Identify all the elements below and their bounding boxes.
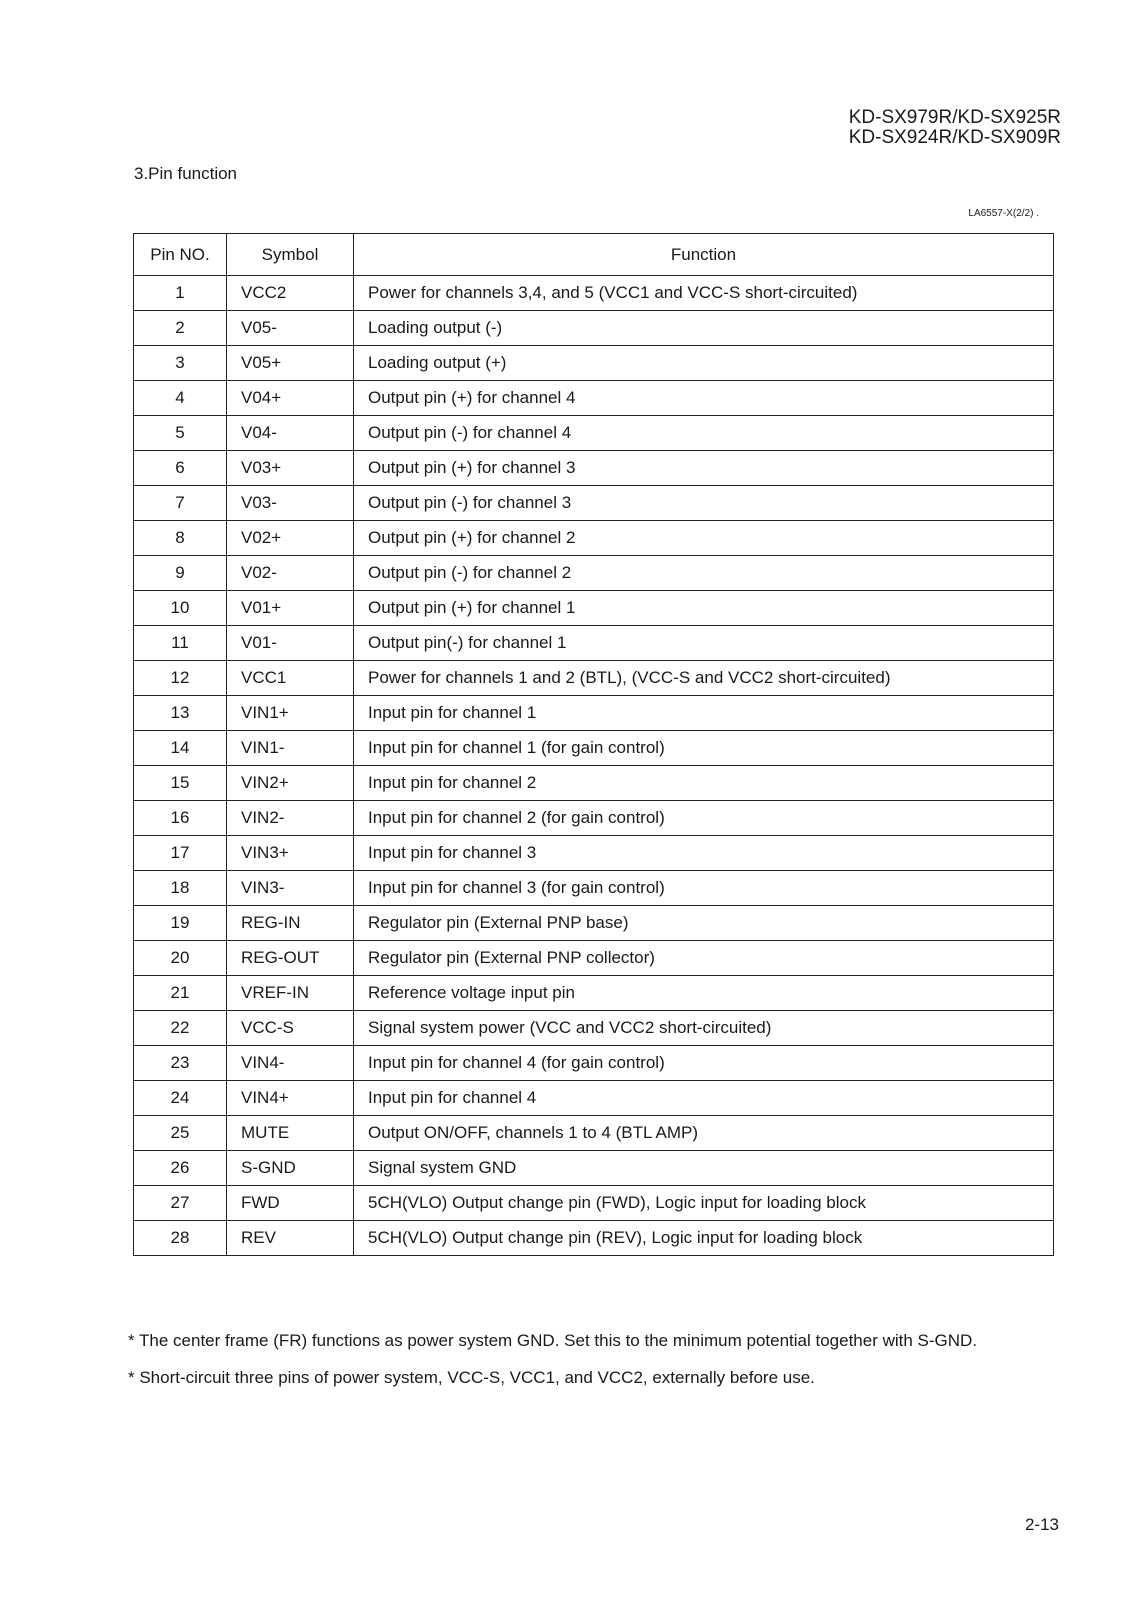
page-number: 2-13 (1024, 1515, 1059, 1534)
table-row (134, 416, 1054, 451)
pin-function: Power for channels 1 and 2 (BTL), (VCC-S and VCC2 short-circuited) (354, 661, 1054, 696)
pin-function: 5CH(VLO) Output change pin (REV), Logic input for loading block (354, 1221, 1054, 1256)
pin-function: Input pin for channel 2 (for gain control) (354, 801, 1054, 836)
pin-number: 12 (134, 661, 227, 696)
pin-number: 25 (134, 1116, 227, 1151)
pin-function: Signal system power (VCC and VCC2 short-circuited) (354, 1011, 1054, 1046)
pin-symbol: V03+ (227, 451, 354, 486)
pin-number: 4 (134, 381, 227, 416)
pin-symbol: VCC1 (227, 661, 354, 696)
table-row (134, 1046, 1054, 1081)
table-row (134, 1081, 1054, 1116)
pin-symbol: V02+ (227, 521, 354, 556)
pin-number: 5 (134, 416, 227, 451)
pin-number: 15 (134, 766, 227, 801)
table-row (134, 521, 1054, 556)
pin-function: Power for channels 3,4, and 5 (VCC1 and VCC-S short-circuited) (354, 276, 1054, 311)
pin-function: Output pin (+) for channel 2 (354, 521, 1054, 556)
pin-number: 18 (134, 871, 227, 906)
pin-symbol: VIN4- (227, 1046, 354, 1081)
pin-function: Input pin for channel 2 (354, 766, 1054, 801)
pin-function: Input pin for channel 4 (for gain control) (354, 1046, 1054, 1081)
pin-function: Input pin for channel 1 (for gain control) (354, 731, 1054, 766)
table-row (134, 661, 1054, 696)
pin-number: 26 (134, 1151, 227, 1186)
pin-symbol: V01- (227, 626, 354, 661)
table-row (134, 626, 1054, 661)
pin-function: Input pin for channel 3 (for gain control) (354, 871, 1054, 906)
pin-function: Loading output (+) (354, 346, 1054, 381)
table-row (134, 976, 1054, 1011)
pin-number: 6 (134, 451, 227, 486)
model-line: KD-SX979R/KD-SX925R (848, 107, 1061, 128)
table-row (134, 1116, 1054, 1151)
pin-function: Reference voltage input pin (354, 976, 1054, 1011)
pin-symbol: VCC2 (227, 276, 354, 311)
pin-function: Regulator pin (External PNP collector) (354, 941, 1054, 976)
pin-function: Input pin for channel 1 (354, 696, 1054, 731)
table-row (134, 591, 1054, 626)
pin-function: Output pin (+) for channel 3 (354, 451, 1054, 486)
header-function: Function (354, 234, 1054, 276)
pin-function: Signal system GND (354, 1151, 1054, 1186)
table-row (134, 556, 1054, 591)
pin-symbol: REV (227, 1221, 354, 1256)
pin-number: 14 (134, 731, 227, 766)
pin-function: Output ON/OFF, channels 1 to 4 (BTL AMP) (354, 1116, 1054, 1151)
pin-symbol: VIN4+ (227, 1081, 354, 1116)
pin-number: 28 (134, 1221, 227, 1256)
pin-symbol: VIN2+ (227, 766, 354, 801)
table-row (134, 906, 1054, 941)
pin-number: 1 (134, 276, 227, 311)
table-row (134, 1186, 1054, 1221)
note: * Short-circuit three pins of power system, VCC-S, VCC1, and VCC2, externally before use. (128, 1368, 815, 1387)
pin-symbol: V01+ (227, 591, 354, 626)
pin-function: Output pin (-) for channel 2 (354, 556, 1054, 591)
pin-symbol: VIN1- (227, 731, 354, 766)
pin-number: 20 (134, 941, 227, 976)
notes (128, 1322, 977, 1396)
pin-function: Input pin for channel 4 (354, 1081, 1054, 1116)
pin-function: Output pin(-) for channel 1 (354, 626, 1054, 661)
pin-symbol: V04- (227, 416, 354, 451)
table-row (134, 1011, 1054, 1046)
pin-number: 8 (134, 521, 227, 556)
table-row (134, 1221, 1054, 1256)
pin-symbol: S-GND (227, 1151, 354, 1186)
pin-number: 2 (134, 311, 227, 346)
table-row (134, 941, 1054, 976)
pin-function: 5CH(VLO) Output change pin (FWD), Logic input for loading block (354, 1186, 1054, 1221)
pin-symbol: V02- (227, 556, 354, 591)
pin-symbol: V03- (227, 486, 354, 521)
table-row (134, 381, 1054, 416)
model-line: KD-SX924R/KD-SX909R (848, 127, 1061, 148)
pin-function: Input pin for channel 3 (354, 836, 1054, 871)
pin-function: Output pin (+) for channel 4 (354, 381, 1054, 416)
pin-symbol: V04+ (227, 381, 354, 416)
table-row (134, 346, 1054, 381)
pin-function: Regulator pin (External PNP base) (354, 906, 1054, 941)
header-pin-no: Pin NO. (134, 234, 227, 276)
pin-number: 13 (134, 696, 227, 731)
table-header-row (134, 234, 1054, 276)
note: * The center frame (FR) functions as power system GND. Set this to the minimum potential together with S-GND. (128, 1331, 978, 1350)
table-row (134, 871, 1054, 906)
pin-symbol: REG-IN (227, 906, 354, 941)
table-row (134, 451, 1054, 486)
pin-symbol: VIN2- (227, 801, 354, 836)
header-symbol: Symbol (227, 234, 354, 276)
ic-reference: LA6557-X(2/2) . (968, 208, 1039, 219)
pin-number: 11 (134, 626, 227, 661)
pin-number: 10 (134, 591, 227, 626)
pin-number: 23 (134, 1046, 227, 1081)
pin-number: 21 (134, 976, 227, 1011)
pin-number: 9 (134, 556, 227, 591)
model-numbers (849, 108, 1061, 148)
table-row (134, 311, 1054, 346)
pin-number: 27 (134, 1186, 227, 1221)
pin-symbol: VIN3- (227, 871, 354, 906)
pin-symbol: MUTE (227, 1116, 354, 1151)
pin-number: 19 (134, 906, 227, 941)
pin-symbol: VIN1+ (227, 696, 354, 731)
pin-function: Output pin (-) for channel 4 (354, 416, 1054, 451)
table-row (134, 696, 1054, 731)
pin-number: 7 (134, 486, 227, 521)
pin-number: 17 (134, 836, 227, 871)
pin-function-table (133, 233, 1054, 1256)
pin-symbol: VIN3+ (227, 836, 354, 871)
pin-function: Loading output (-) (354, 311, 1054, 346)
pin-symbol: REG-OUT (227, 941, 354, 976)
pin-symbol: V05- (227, 311, 354, 346)
table-row (134, 801, 1054, 836)
section-title: 3.Pin function (134, 164, 238, 183)
table-row (134, 1151, 1054, 1186)
pin-function: Output pin (-) for channel 3 (354, 486, 1054, 521)
table-row (134, 486, 1054, 521)
pin-number: 3 (134, 346, 227, 381)
pin-symbol: VCC-S (227, 1011, 354, 1046)
table-row (134, 731, 1054, 766)
table-row (134, 836, 1054, 871)
pin-symbol: FWD (227, 1186, 354, 1221)
pin-symbol: VREF-IN (227, 976, 354, 1011)
pin-number: 16 (134, 801, 227, 836)
pin-number: 24 (134, 1081, 227, 1116)
pin-symbol: V05+ (227, 346, 354, 381)
table-row (134, 766, 1054, 801)
pin-function: Output pin (+) for channel 1 (354, 591, 1054, 626)
table-row (134, 276, 1054, 311)
pin-number: 22 (134, 1011, 227, 1046)
